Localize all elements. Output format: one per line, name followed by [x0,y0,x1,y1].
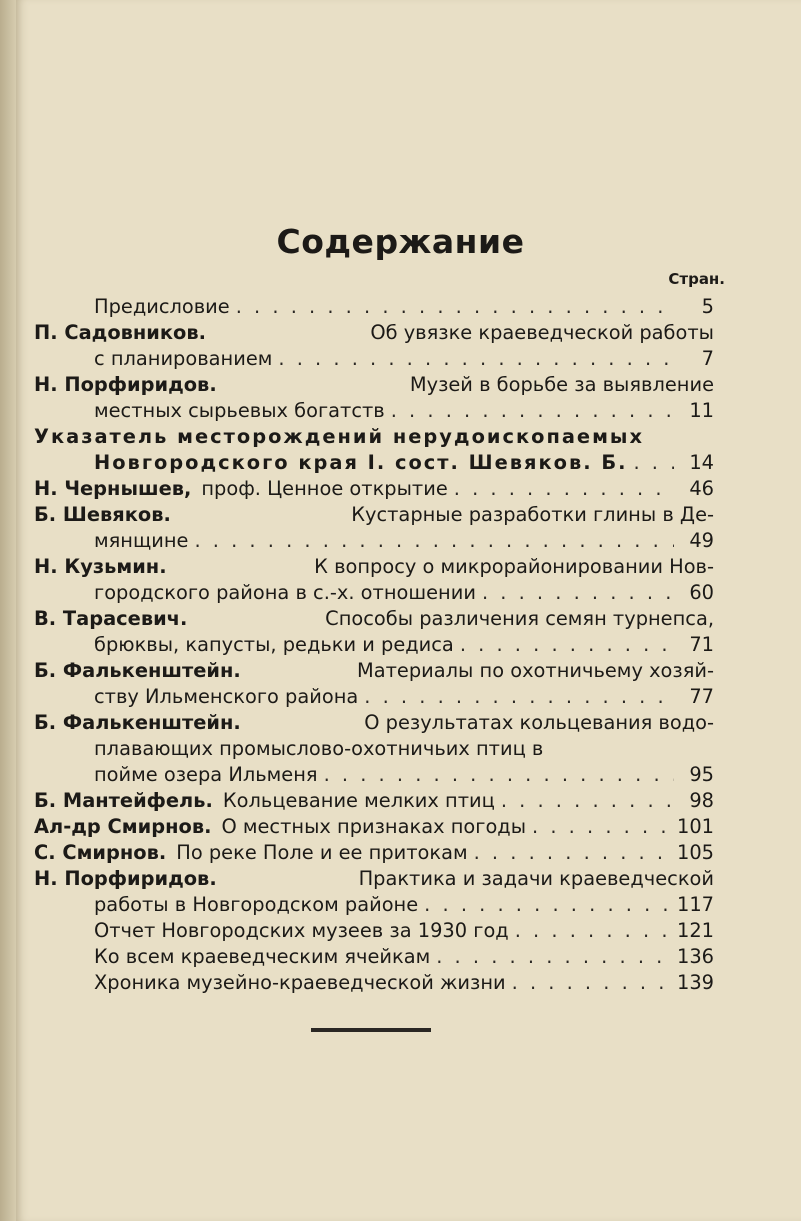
toc-author: Б. Шевяков. [34,503,171,526]
toc-entry-line [34,944,714,970]
toc-entry [34,606,714,658]
toc-entry-line [34,814,714,840]
toc-entry [34,554,714,606]
page-column-label: Стран. [668,270,725,288]
toc-title-text: брюквы, капусты, редьки и редиса [94,633,454,656]
toc-page-number: 121 [676,919,714,942]
toc-page-number: 117 [676,893,714,916]
toc-entry-line [34,736,714,762]
dot-leader [436,944,671,970]
toc-entry-line [34,502,714,528]
toc-title-text: О результатах кольцевания водо- [364,711,714,734]
toc-entry-line [34,606,714,632]
toc-entry-line [34,892,714,918]
dot-leader [474,840,671,866]
toc-title-text: мянщине [94,529,189,552]
toc-page-number: 49 [689,529,714,552]
dot-leader [324,762,674,788]
toc-entry-line [34,762,714,788]
toc-title-text: К вопросу о микрорайонировании Нов- [314,555,714,578]
book-spine-shadow [0,0,16,1221]
toc-title-text: Отчет Новгородских музеев за 1930 год [94,919,509,942]
toc-entry-line [34,710,714,736]
dot-leader [278,346,674,372]
dot-leader [194,528,674,554]
dot-leader [515,918,671,944]
toc-title-text: По реке Поле и ее притокам [176,841,468,864]
toc-page-number: 98 [689,789,714,812]
toc-title-text: Новгородского края I. сост. Шевяков. Б. [94,451,628,474]
dot-leader [633,450,674,476]
toc-entry [34,294,714,320]
toc-entry-line [34,918,714,944]
dot-leader [454,476,674,502]
toc-entry-line [34,294,714,320]
toc-page-number: 105 [676,841,714,864]
toc-author: Б. Мантейфель. [34,789,213,812]
toc-page-number: 14 [689,451,714,474]
dot-leader [501,788,674,814]
toc-entry [34,320,714,372]
toc-page-number: 77 [689,685,714,708]
toc-page-number: 101 [676,815,714,838]
toc-title-text: О местных признаках погоды [221,815,527,838]
toc-entry-line [34,320,714,346]
toc-title-text: ству Ильменского района [94,685,359,708]
toc-title-text: пойме озера Ильменя [94,763,318,786]
toc-author: Н. Порфиридов. [34,867,217,890]
toc-entry [34,866,714,918]
toc-title-text: городского района в с.-х. отношении [94,581,476,604]
toc-author: Н. Чернышев, [34,477,192,500]
toc-page-number: 5 [701,295,714,318]
toc-entry [34,502,714,554]
toc-title-text: Музей в борьбе за выявление [409,373,714,396]
toc-entry [34,710,714,788]
page-title: Содержание [276,222,525,261]
toc-entry-line [34,424,714,450]
toc-author: П. Садовников. [34,321,207,344]
dot-leader [482,580,674,606]
toc-entry-line [34,788,714,814]
toc-entry [34,918,714,944]
toc-entry-line [34,398,714,424]
toc-author: Б. Фалькенштейн. [34,711,241,734]
toc-entry-line [34,528,714,554]
toc-page-number: 139 [676,971,714,994]
toc-entry [34,424,714,476]
toc-entry-line [34,684,714,710]
toc-title-text: Практика и задачи краеведческой [358,867,714,890]
closing-rule [311,1028,431,1032]
toc-entry [34,476,714,502]
toc-entry [34,944,714,970]
toc-entry [34,814,714,840]
toc-entry-line [34,372,714,398]
toc-entry [34,840,714,866]
toc-title-text: с планированием [94,347,273,370]
toc-entry [34,788,714,814]
toc-author: Н. Порфиридов. [34,373,217,396]
toc-title-text: Кустарные разработки глины в Де- [351,503,714,526]
dot-leader [391,398,674,424]
toc-entry-line [34,476,714,502]
toc-title-text: Предисловие [94,295,230,318]
toc-entry-line [34,346,714,372]
dot-leader [460,632,674,658]
toc-entry [34,658,714,710]
toc-entry [34,970,714,996]
toc-page-number: 7 [701,347,714,370]
toc-author: В. Тарасевич. [34,607,188,630]
toc-title-text: Материалы по охотничьему хозяй- [357,659,714,682]
toc-title-text: Хроника музейно-краеведческой жизни [94,971,506,994]
dot-leader [236,294,674,320]
toc-title-text: Ко всем краеведческим ячейкам [94,945,431,968]
toc-entry-line [34,554,714,580]
toc-title-text: Об увязке краеведческой работы [370,321,714,344]
dot-leader [512,970,671,996]
toc-entry-line [34,866,714,892]
toc-title-text: Способы различения семян турнепса, [325,607,714,630]
toc-author: Н. Кузьмин. [34,555,167,578]
toc-title-text: плавающих промыслово-охотничьих птиц в [94,737,544,760]
toc-author: Ал-др Смирнов. [34,815,212,838]
toc-title-text: местных сырьевых богатств [94,399,385,422]
toc-page-number: 46 [689,477,714,500]
toc-author: С. Смирнов. [34,841,167,864]
toc-entry-line [34,580,714,606]
dot-leader [424,892,671,918]
dot-leader [532,814,671,840]
toc-entry-line [34,840,714,866]
toc-entry [34,372,714,424]
toc-entry-line [34,450,714,476]
toc-page-number: 136 [676,945,714,968]
toc-author: Б. Фалькенштейн. [34,659,241,682]
toc-title-text: работы в Новгородском районе [94,893,419,916]
dot-leader [364,684,674,710]
toc-page-number: 60 [689,581,714,604]
toc-entry-line [34,970,714,996]
toc-page-number: 71 [689,633,714,656]
toc-title-text: Кольцевание мелких птиц [222,789,495,812]
table-of-contents [34,294,714,996]
toc-page-number: 11 [689,399,714,422]
toc-page-number: 95 [689,763,714,786]
toc-title-text: проф. Ценное открытие [201,477,448,500]
toc-title-text: Указатель месторождений нерудоископаемых [34,425,644,448]
toc-entry-line [34,632,714,658]
toc-entry-line [34,658,714,684]
